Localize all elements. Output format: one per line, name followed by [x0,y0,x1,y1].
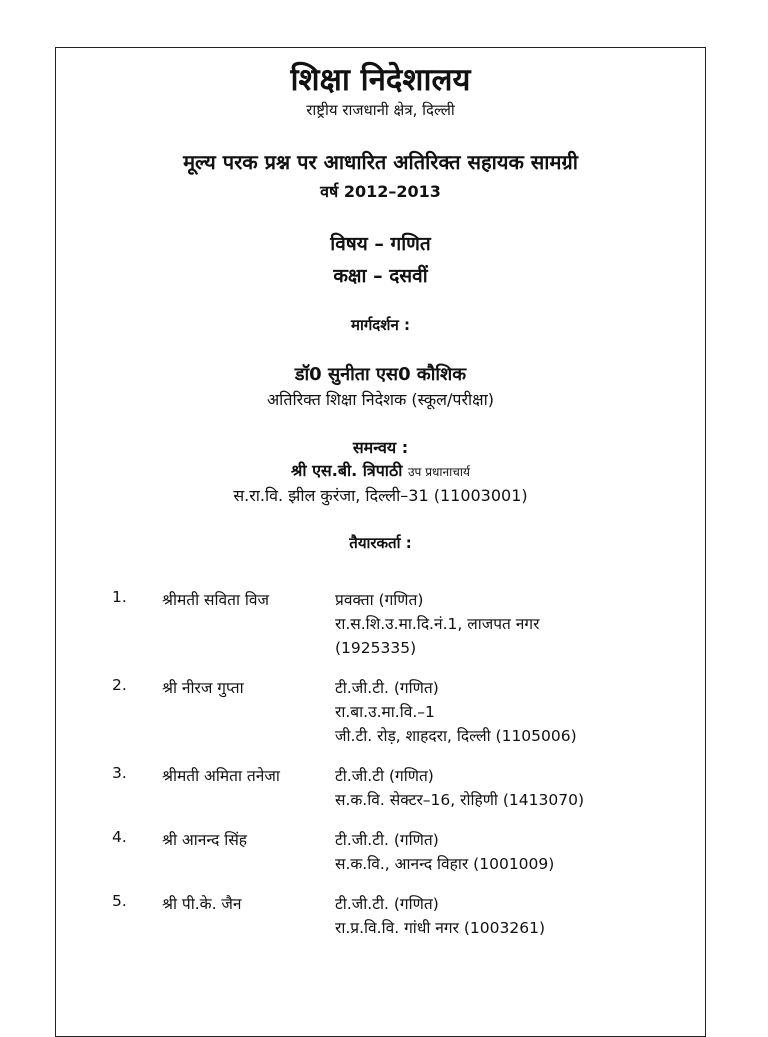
guide-role: अतिरिक्त शिक्षा निदेशक (स्कूल/परीक्षा) [266,390,495,409]
coordination-label: समन्वय : [352,438,409,457]
member-number: 4. [112,828,127,846]
guide-name: डॉ0 सुनीता एस0 कौशिक [294,364,467,385]
member-detail-line: रा.प्र.वि.वि. गांधी नगर (1003261) [335,919,546,937]
document-title: शिक्षा निदेशालय [290,62,471,98]
member-details [335,828,554,876]
member-details [335,892,545,940]
member-detail-line: टी.जी.टी. (गणित) [335,831,439,849]
member-detail-line: टी.जी.टी. (गणित) [335,895,439,913]
member-name: श्रीमती अमिता तनेजा [162,767,280,785]
subject-line: विषय – गणित [330,233,431,255]
coordinator-name: श्री एस.बी. त्रिपाठी [291,461,403,480]
member-number: 2. [112,676,127,694]
member-name: श्री पी.के. जैन [162,895,242,913]
member-number: 3. [112,764,127,782]
member-details [335,764,584,812]
member-detail-line: रा.स.शि.उ.मा.दि.नं.1, लाजपत नगर [335,615,540,633]
member-name: श्रीमती सविता विज [162,591,270,609]
member-detail-line: रा.बा.उ.मा.वि.–1 [335,703,435,721]
member-details [335,676,577,748]
class-line: कक्षा – दसवीं [333,265,428,287]
member-number: 1. [112,588,127,606]
document-subtitle: राष्ट्रीय राजधानी क्षेत्र, दिल्ली [306,101,455,119]
coordinator-designation: उप प्रधानाचार्य [407,465,470,479]
member-name: श्री आनन्द सिंह [162,831,248,849]
coordinator-school: स.रा.वि. झील कुरंजा, दिल्ली–31 (11003001) [233,486,528,505]
member-detail-line: स.क.वि., आनन्द विहार (1001009) [335,855,555,873]
member-detail-line: स.क.वि. सेक्टर–16, रोहिणी (1413070) [335,791,584,809]
member-number: 5. [112,892,127,910]
member-detail-line: टी.जी.टी. (गणित) [335,679,439,697]
guidance-label: मार्गदर्शन : [350,316,410,334]
member-detail-line: (1925335) [335,639,417,657]
document-year: वर्ष 2012–2013 [320,182,441,201]
member-name: श्री नीरज गुप्ता [162,679,244,697]
member-detail-line: टी.जी.टी (गणित) [335,767,434,785]
document-heading: मूल्य परक प्रश्न पर आधारित अतिरिक्त सहायक सामग्री [183,150,578,174]
member-detail-line: जी.टी. रोड़, शाहदरा, दिल्ली (1105006) [335,727,577,745]
member-details [335,588,539,660]
preparers-label: तैयारकर्ता : [349,534,412,552]
member-detail-line: प्रवक्ता (गणित) [335,591,424,609]
coordinator-line [55,459,706,481]
